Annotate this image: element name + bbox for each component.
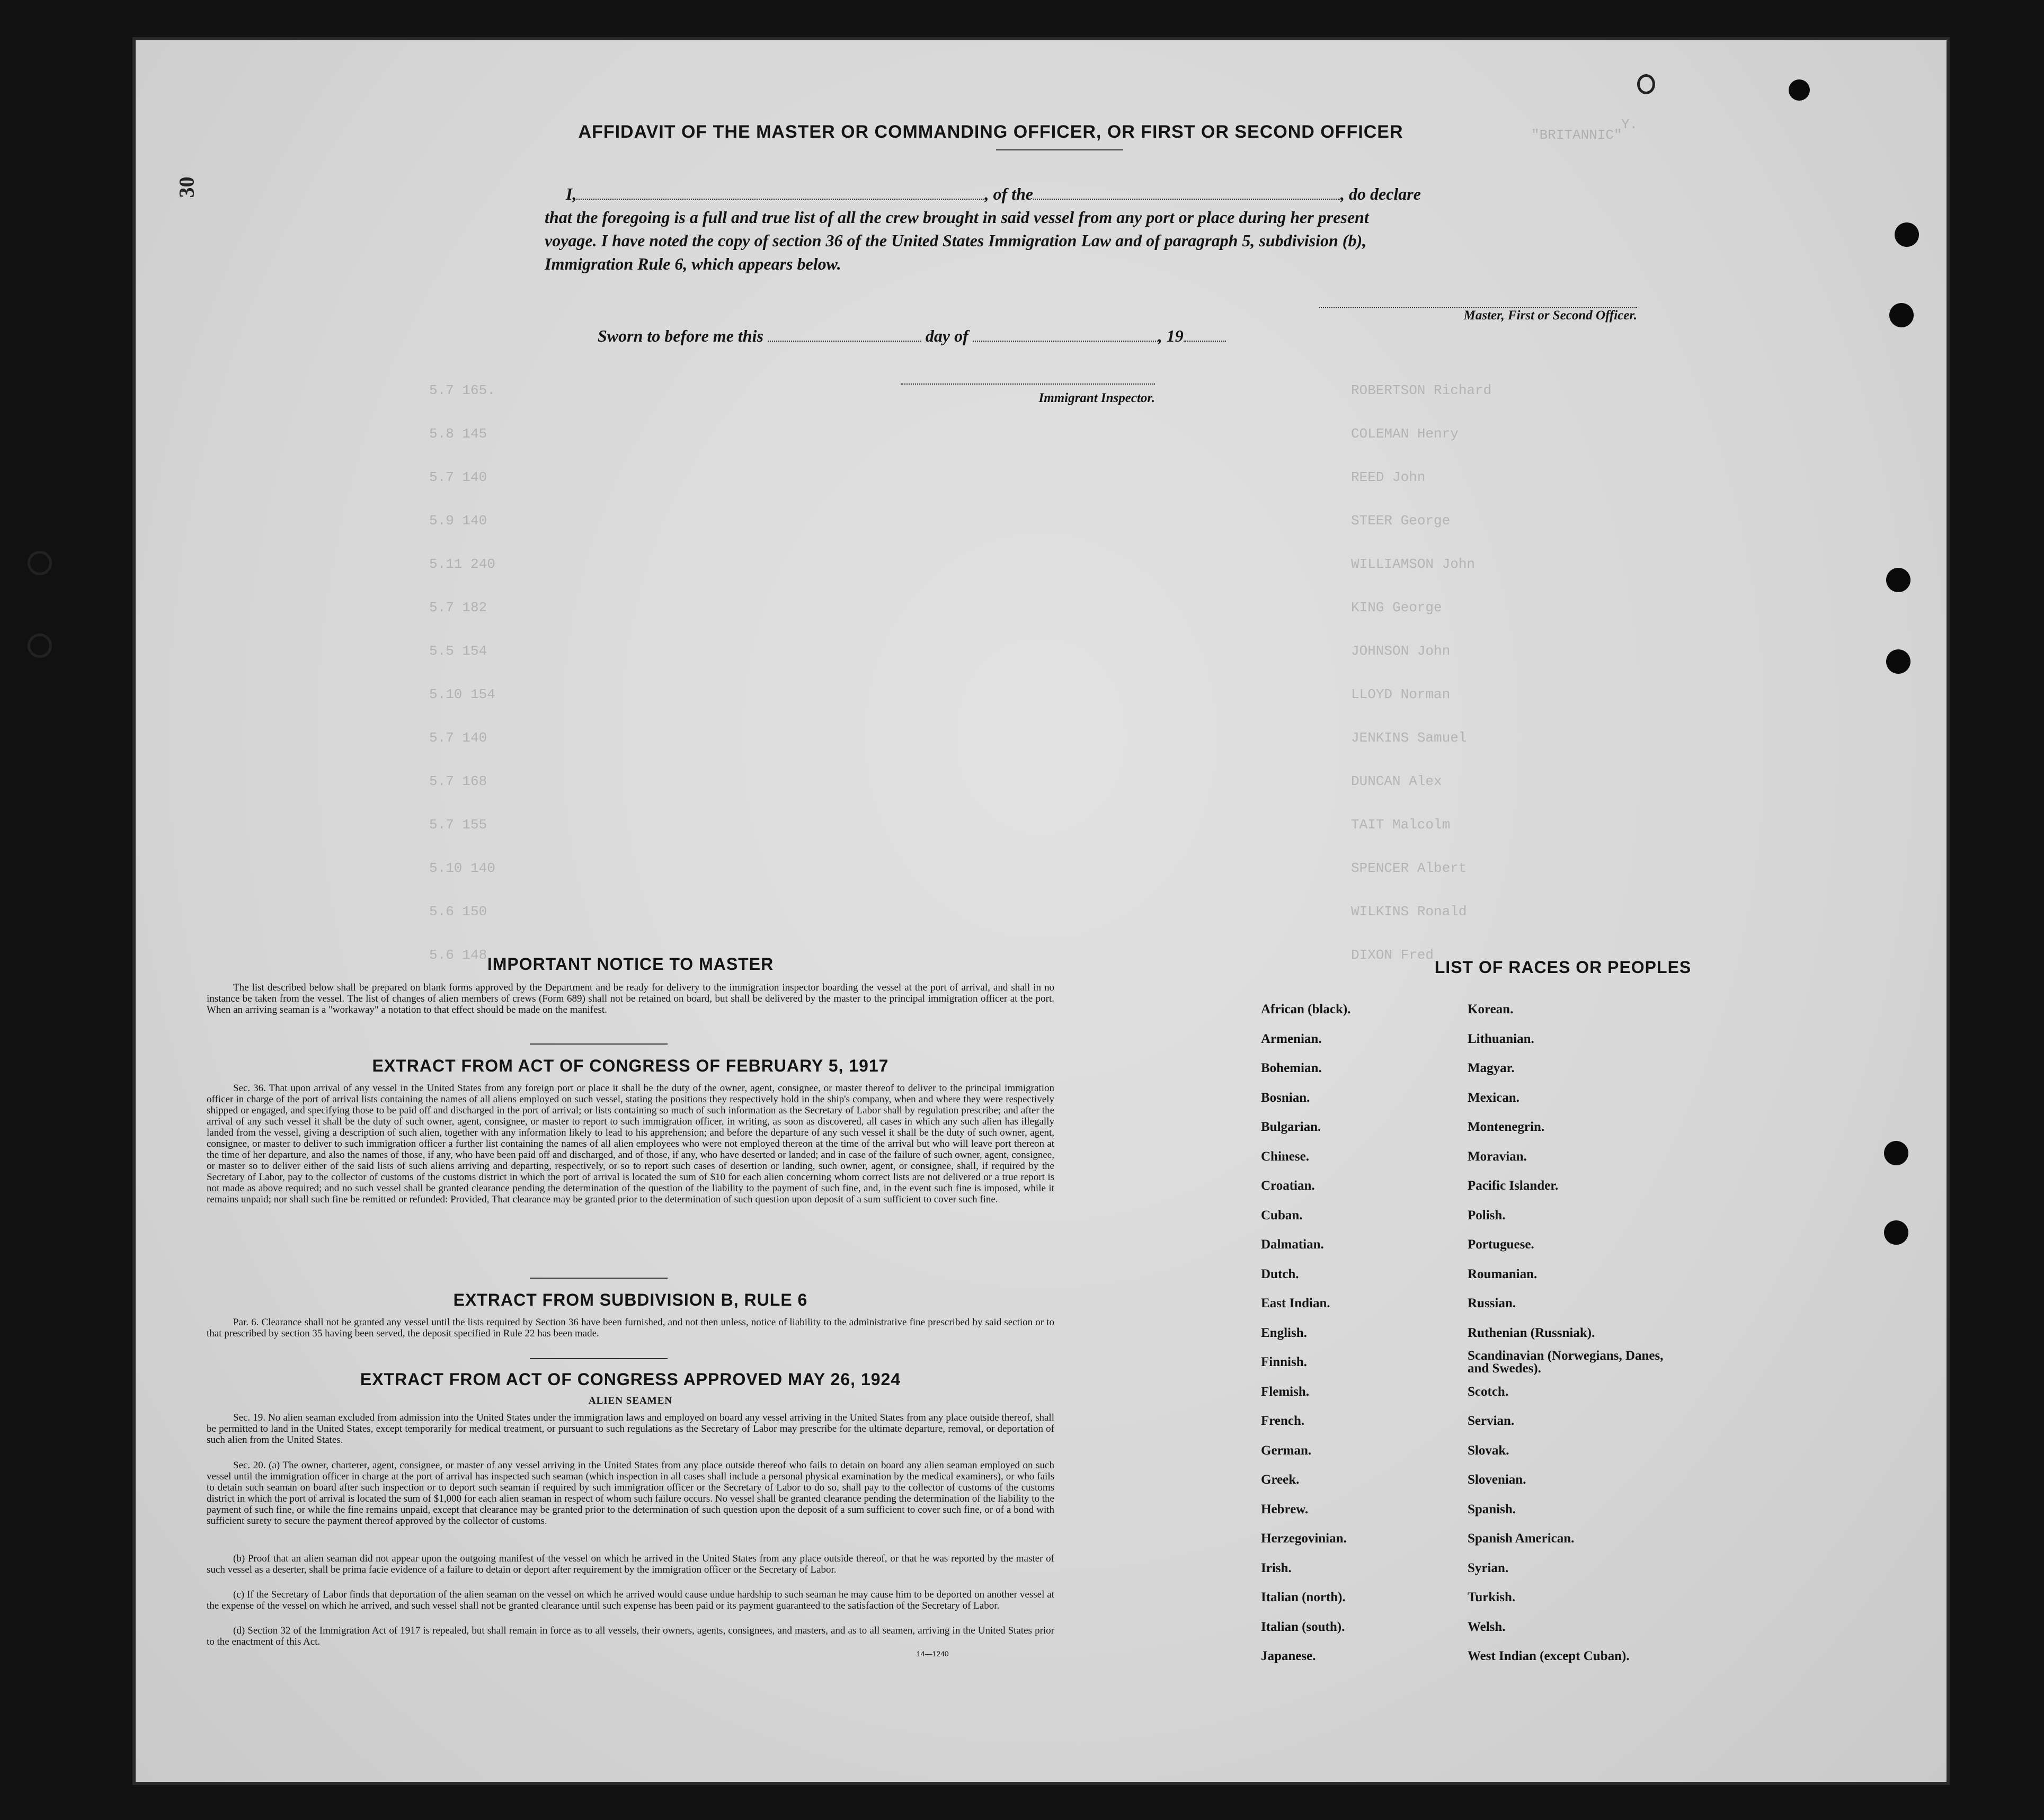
vessel-field[interactable] bbox=[1033, 199, 1340, 200]
race-item: Moravian. bbox=[1468, 1149, 1527, 1164]
race-item: Magyar. bbox=[1468, 1061, 1515, 1075]
race-item: East Indian. bbox=[1261, 1296, 1330, 1310]
race-item: Cuban. bbox=[1261, 1208, 1303, 1223]
race-item: Slovak. bbox=[1468, 1443, 1509, 1458]
race-item: Mexican. bbox=[1468, 1090, 1519, 1105]
declaration-body-2: that the foregoing is a full and true list of all the crew brought in said vessel from any port or place during her present bbox=[545, 208, 1369, 227]
extract-1917-title: EXTRACT FROM ACT OF CONGRESS OF FEBRUARY 5, 1917 bbox=[372, 1056, 889, 1075]
extract-1924-subtitle: ALIEN SEAMEN bbox=[588, 1395, 673, 1406]
race-item: Slovenian. bbox=[1468, 1473, 1526, 1487]
race-item: Croatian. bbox=[1261, 1179, 1315, 1193]
race-item: Bosnian. bbox=[1261, 1090, 1310, 1105]
notice-title: IMPORTANT NOTICE TO MASTER bbox=[487, 954, 774, 974]
binder-ring bbox=[28, 634, 52, 658]
punch-hole bbox=[1886, 649, 1910, 674]
race-item: Spanish American. bbox=[1468, 1531, 1575, 1546]
race-item: Bulgarian. bbox=[1261, 1120, 1321, 1134]
sworn-day-of: day of bbox=[925, 326, 968, 345]
race-item: Finnish. bbox=[1261, 1355, 1307, 1369]
race-item: West Indian (except Cuban). bbox=[1468, 1649, 1630, 1663]
master-signature-label: Master, First or Second Officer. bbox=[1463, 308, 1637, 323]
race-item: German. bbox=[1261, 1443, 1312, 1458]
race-item: Korean. bbox=[1468, 1002, 1514, 1016]
race-item: Roumanian. bbox=[1468, 1266, 1538, 1281]
race-item: Syrian. bbox=[1468, 1560, 1509, 1575]
race-item: Scandinavian (Norwegians, Danes, and Swedes). bbox=[1468, 1349, 1664, 1376]
name-field[interactable] bbox=[576, 199, 984, 200]
extract-1924-sec20c: (c) If the Secretary of Labor finds that deportation of the alien seaman on the vessel on which he arrived would cause undue hardship to such seaman he may cause him to be deported on another vessel at the expense of the vessel on which he arrived, and such vessel shall not be granted clearance until such expense has been paid or its payment guaranteed to the satisfaction of the Secretary of Labor. bbox=[207, 1589, 1054, 1611]
race-item: Herzegovinian. bbox=[1261, 1531, 1347, 1546]
sworn-day-field[interactable] bbox=[768, 341, 921, 342]
sworn-text: Sworn to before me this bbox=[598, 326, 763, 345]
race-item: Lithuanian. bbox=[1468, 1031, 1534, 1046]
declaration-of: , of the bbox=[984, 184, 1033, 203]
race-item: Japanese. bbox=[1261, 1649, 1316, 1663]
extract-1924-sec20a: Sec. 20. (a) The owner, charterer, agent, consignee, or master of any vessel arriving in the United States from any place outside thereof who fails to detain on board any alien seaman employed on such vessel until the immigration officer in charge at the port of arrival has inspected such seaman (which inspection in all cases shall include a personal physical examination by the medical examiners), or who fails to detain such seaman on board after such inspection or to deport such seaman if required by such immigration officer or the Secretary of Labor to do so, shall pay to the collector of customs of the customs district in which the port of arrival is located the sum of $1,000 for each alien seaman in respect of whom such failure occurs. No vessel shall be granted clearance pending the determination of the liability to the payment of such fine, or while the fine remains unpaid, except that clearance may be granted prior to the determination of such question upon the deposit of a sum sufficient to cover such fine, or of a bond with sufficient surety to secure the payment thereof approved by the collector of customs. bbox=[207, 1460, 1054, 1527]
sworn-month-field[interactable] bbox=[973, 341, 1158, 342]
notice-text: The list described below shall be prepared on blank forms approved by the Department and be ready for delivery to the immigration inspector boarding the vessel at the port of arrival, and shall in no instance be taken from the vessel. The list of changes of alien members of crews (Form 689) shall not be retained on board, but shall be delivered by the master to the principal immigration officer at the port. When an arriving seaman is a "workaway" a notation to that effect should be made on the manifest. bbox=[207, 982, 1054, 1015]
extract-rule6-text: Par. 6. Clearance shall not be granted any vessel until the lists required by Section 36 have been furnished, and not then unless, notice of liability to the administrative fine prescribed by said section or to that prescribed by section 35 having been served, the deposit specified in Rule 22 has been made. bbox=[207, 1317, 1054, 1339]
race-item: African (black). bbox=[1261, 1002, 1351, 1016]
sworn-year-field[interactable] bbox=[1184, 341, 1226, 342]
extract-1924-sec19: Sec. 19. No alien seaman excluded from admission into the United States under the immigration laws and employed on board any vessel arriving in the United States from any place outside thereof, shall be permitted to land in the United States, except temporarily for medical treatment, or pursuant to such regulations as the Secretary of Labor may prescribe for the ultimate departure, removal, or deportation of such alien from the United States. bbox=[207, 1412, 1054, 1446]
binder-ring bbox=[1637, 74, 1655, 94]
handwritten-mark: 30 bbox=[174, 176, 199, 198]
race-item: Montenegrin. bbox=[1468, 1120, 1545, 1134]
declaration-body-4: Immigration Rule 6, which appears below. bbox=[545, 254, 841, 273]
divider bbox=[530, 1278, 668, 1279]
form-number: 14—1240 bbox=[917, 1649, 949, 1658]
binder-ring bbox=[28, 551, 52, 575]
race-item: Dalmatian. bbox=[1261, 1237, 1324, 1252]
race-item: Welsh. bbox=[1468, 1619, 1506, 1634]
race-item: Ruthenian (Russniak). bbox=[1468, 1325, 1595, 1340]
extract-1917-text: Sec. 36. That upon arrival of any vessel in the United States from any foreign port or place it shall be the duty of the owner, agent, consignee, or master thereof to deliver to the principal immigration officer in charge of the port of arrival lists containing the names of all aliens employed on such vessel, stating the positions they respectively hold in the ship's company, when and where they were respectively shipped or engaged, and specifying those to be paid off and discharged in the port of arrival; or lists containing so much of such information as the Secretary of Labor shall by regulation prescribe; and after the arrival of any such vessel it shall be the duty of such owner, agent, consignee, or master to report to such immigration officer, in writing, as soon as discovered, all cases in which any such alien has illegally landed from the vessel, giving a description of such alien, together with any information likely to lead to his apprehension; and before the departure of any such vessel it shall be the duty of such owner, agent, consignee, or master to deliver to such immigration officer a further list containing the names of all alien employees who were not employed thereon at the time of the arrival but who will leave port thereon at the time of her departure, and also the names of those, if any, who have been paid off and discharged, and of those, if any, who have deserted or landed; and in case of the failure of such owner, agent, consignee, or master so to deliver either of the said lists of such aliens arriving and departing, respectively, or so to report such cases of desertion or landing, such owner, agent, or consignee, shall, if required by the Secretary of Labor, pay to the collector of customs of the customs district in which the port of arrival is located the sum of $10 for each alien concerning whom correct lists are not delivered or a true report is not made as above required; and no such vessel shall be granted clearance pending the determination of the question of the liability to the payment of such fine, and, in the event such fine is imposed, while it remains unpaid; nor shall such fine be remitted or refunded: Provided, That clearance may be granted prior to the determination of such question upon deposit of a sum sufficient to cover such fine. bbox=[207, 1083, 1054, 1205]
extract-1924-sec20d: (d) Section 32 of the Immigration Act of 1917 is repealed, but shall remain in force as to all vessels, their owners, agents, consignees, and masters, and as to all seamen, arriving in the United States prior to the enactment of this Act. bbox=[207, 1625, 1054, 1647]
race-item: Turkish. bbox=[1468, 1590, 1516, 1604]
punch-hole bbox=[1895, 222, 1919, 247]
title-divider bbox=[996, 149, 1123, 150]
race-item: Russian. bbox=[1468, 1296, 1516, 1310]
race-item: Irish. bbox=[1261, 1560, 1292, 1575]
punch-hole bbox=[1789, 79, 1810, 101]
declaration-line bbox=[566, 184, 1689, 204]
race-item: French. bbox=[1261, 1414, 1305, 1428]
divider bbox=[530, 1358, 668, 1359]
race-item: Servian. bbox=[1468, 1414, 1515, 1428]
punch-hole bbox=[1884, 1141, 1908, 1165]
race-item: Chinese. bbox=[1261, 1149, 1309, 1164]
race-item: Pacific Islander. bbox=[1468, 1179, 1559, 1193]
race-item: Italian (north). bbox=[1261, 1590, 1346, 1604]
race-item: Italian (south). bbox=[1261, 1619, 1345, 1634]
punch-hole bbox=[1886, 568, 1910, 592]
race-item: Greek. bbox=[1261, 1473, 1300, 1487]
declaration-i: I, bbox=[566, 184, 577, 203]
race-item: English. bbox=[1261, 1325, 1307, 1340]
race-item: Flemish. bbox=[1261, 1384, 1309, 1399]
race-item: Dutch. bbox=[1261, 1266, 1299, 1281]
race-item: Hebrew. bbox=[1261, 1502, 1309, 1516]
race-item: Polish. bbox=[1468, 1208, 1506, 1223]
divider bbox=[530, 1043, 668, 1045]
race-item: Portuguese. bbox=[1468, 1237, 1534, 1252]
sworn-line bbox=[598, 326, 1445, 346]
declaration-body-3: voyage. I have noted the copy of section 36 of the United States Immigration Law and of paragraph 5, subdivision (b), bbox=[545, 231, 1367, 250]
extract-rule6-title: EXTRACT FROM SUBDIVISION B, RULE 6 bbox=[453, 1290, 808, 1309]
sworn-year: , 19 bbox=[1158, 326, 1184, 345]
declaration-declare: , do declare bbox=[1340, 184, 1421, 203]
inspector-signature-label: Immigrant Inspector. bbox=[1038, 391, 1155, 405]
races-title: LIST OF RACES OR PEOPLES bbox=[1434, 958, 1692, 977]
race-item: Armenian. bbox=[1261, 1031, 1322, 1046]
extract-1924-title: EXTRACT FROM ACT OF CONGRESS APPROVED MAY 26, 1924 bbox=[360, 1370, 901, 1389]
punch-hole bbox=[1889, 303, 1914, 327]
affidavit-title: AFFIDAVIT OF THE MASTER OR COMMANDING OFFICER, OR FIRST OR SECOND OFFICER bbox=[578, 122, 1403, 142]
inspector-signature-line[interactable] bbox=[901, 382, 1155, 385]
document-sheet: Y. "BRITANNIC" 5.7 165. ROBERTSON Richard 5.8 145 COLEMAN Henry 5.7 140 REED John 5.9 140 STEER George 5.11 240 WILLIAMSON John 5.7 182 KING George 5.5 154 JOHNSON John 5.10 154 LLOYD Norman 5.7 140 JENKINS Samuel 5.7 168 DUNCAN Alex 5.7 155 TAIT Malcolm 5.10 140 SPENCER Albert 5.6 150 WILKINS Ronald 5.6 148 DIXON Fred AFFIDAVIT OF THE MASTER OR COMMANDING OFFICER, OR FIRST OR SECOND OFFICER I, , of the , do declare that the foregoing is a full and true list of all the crew brought in said vessel from any port or place during her present voyage. I have noted the copy of section 36 of the United States Immigration Law and of paragraph 5, subdivision (b), Immigration Rule 6, which appears below. Master, First or Second Officer. Sworn to before me this day of , 19 Immigrant Inspector. IMPORTANT NOTICE TO MASTER The list described below shall be prepared on blank forms approved by the Department and be ready for delivery to the immigration inspector boarding the vessel at the port of arrival, and shall in no instance be taken from the vessel. The list of changes of alien members of crews (Form 689) shall not be retained on board, but shall be delivered by the master to the principal immigration officer at the port. When an arriving seaman is a "workaway" a notation to that effect should be made on the manifest. EXTRACT FROM ACT OF CONGRESS OF FEBRUARY 5, 1917 Sec. 36. That upon arrival of any vessel in the United States from any foreign port or place it shall be the duty of the owner, agent, consignee, or master thereof to deliver to the principal immigration officer in charge of the port of arrival lists containing the names of all aliens employed on such vessel, stating the positions they respectively hold in the ship's company, when and where they were respectively shipped or engaged, and specifying those to be paid off and discharged in the port of arrival; or lists containing so much of such information as the Secretary of Labor shall by regulation prescribe; and after the arrival of any such vessel it shall be the duty of such owner, agent, consignee, or master to report to such immigration officer, in writing, as soon as discovered, all cases in which any such alien has illegally landed from the vessel, giving a description of such alien, together with any information likely to lead to his apprehension; and before the departure of any such vessel it shall be the duty of such owner, agent, consignee, or master to deliver to such immigration officer a further list containing the names of all alien employees who were not employed thereon at the time of the arrival but who will leave port thereon at the time of her departure, and also the names of those, if any, who have been paid off and discharged, and of those, if any, who have deserted or landed; and in case of the failure of such owner, agent, consignee, or master so to deliver either of the said lists of such aliens arriving and departing, respectively, or so to report such cases of desertion or landing, such owner, agent, or consignee, shall, if required by the Secretary of Labor, pay to the collector of customs of the customs district in which the port of arrival is located the sum of $10 for each alien concerning whom correct lists are not delivered or a true report is not made as above required; and no such vessel shall be granted clearance pending the determination of the question of the liability to the payment of such fine, and, in the event such fine is imposed, while it remains unpaid; nor shall such fine be remitted or refunded: Provided, That clearance may be granted prior to the determination of such question upon deposit of a sum sufficient to cover such fine. EXTRACT FROM SUBDIVISION B, RULE 6 Par. 6. Clearance shall not be granted any vessel until the lists required by Section 36 have been furnished, and not then unless, notice of liability to the administrative fine prescribed by said section or to that prescribed by section 35 having been served, the deposit specified in Rule 22 has been made. EXTRACT FROM ACT OF CONGRESS APPROVED MAY 26, 1924 ALIEN SEAMEN Sec. 19. No alien seaman excluded from admission into the United States under the immigration laws and employed on board any vessel arriving in the United States from any place outside thereof, shall be permitted to land in the United States, except temporarily for medical treatment, or pursuant to such regulations as the Secretary of Labor may prescribe for the ultimate departure, removal, or deportation of such alien from the United States. Sec. 20. (a) The owner, charterer, agent, consignee, or master of any vessel arriving in the United States from any place outside thereof who fails to detain on board any alien seaman employed on such vessel until the immigration officer in charge at the port of arrival has inspected such seaman (which inspection in all cases shall include a personal physical examination by the medical examiners), or who fails to detain such seaman on board after such inspection or to deport such seaman if required by such immigration officer or the Secretary of Labor to do so, shall pay to the collector of customs of the customs district in which the port of arrival is located the sum of $1,000 for each alien seaman in respect of whom such failure occurs. No vessel shall be granted clearance pending the determination of the liability to the payment of such fine, or while the fine remains unpaid, except that clearance may be granted prior to the determination of such question upon the deposit of a sum sufficient to cover such fine, or of a bond with sufficient surety to secure the payment thereof approved by the collector of customs. (b) Proof that an alien seaman did not appear upon the outgoing manifest of the vessel on which he arrived in the United States from any place outside thereof, or that he was reported by the master of such vessel as a deserter, shall be prima facie evidence of a failure to detain or deport after requirement by the immigration officer or the Secretary of Labor. (c) If the Secretary of Labor finds that deportation of the alien seaman on the vessel on which he arrived would cause undue hardship to such seaman he may cause him to be deported on another vessel at the expense of the vessel on which he arrived, and such vessel shall not be granted clearance until such expense has been paid or its payment guaranteed to the satisfaction of the Secretary of Labor. (d) Section 32 of the Immigration Act of 1917 is repealed, but shall remain in force as to all vessels, their owners, agents, consignees, and masters, and as to all seamen, arriving in the United States prior to the enactment of this Act. 14—1240 LIST OF RACES OR PEOPLES African (black). Armenian. Bohemian. Bosnian. Bulgarian. Chinese. Croatian. Cuban. Dalmatian. Dutch. East Indian. English. Finnish. Flemish. French. German. Greek. Hebrew. Herzegovinian. Irish. Italian (north). Italian (south). Japanese. Korean. Lithuanian. Magyar. Mexican. Montenegrin. Moravian. Pacific Islander. Polish. Portuguese. Roumanian. Russian. Ruthenian (Russniak). Scandinavian (Norwegians, Danes, and Swedes). Scotch. Servian. Slovak. Slovenian. Spanish. Spanish American. Syrian. Turkish. Welsh. West Indian (except Cuban). 30 bbox=[132, 37, 1950, 1785]
race-item: Spanish. bbox=[1468, 1502, 1516, 1516]
punch-hole bbox=[1884, 1220, 1908, 1245]
extract-1924-sec20b: (b) Proof that an alien seaman did not appear upon the outgoing manifest of the vessel on which he arrived in the United States from any place outside thereof, or that he was reported by the master of such vessel as a deserter, shall be prima facie evidence of a failure to detain or deport after requirement by the immigration officer or the Secretary of Labor. bbox=[207, 1553, 1054, 1575]
race-item: Bohemian. bbox=[1261, 1061, 1322, 1075]
race-item: Scotch. bbox=[1468, 1384, 1509, 1399]
